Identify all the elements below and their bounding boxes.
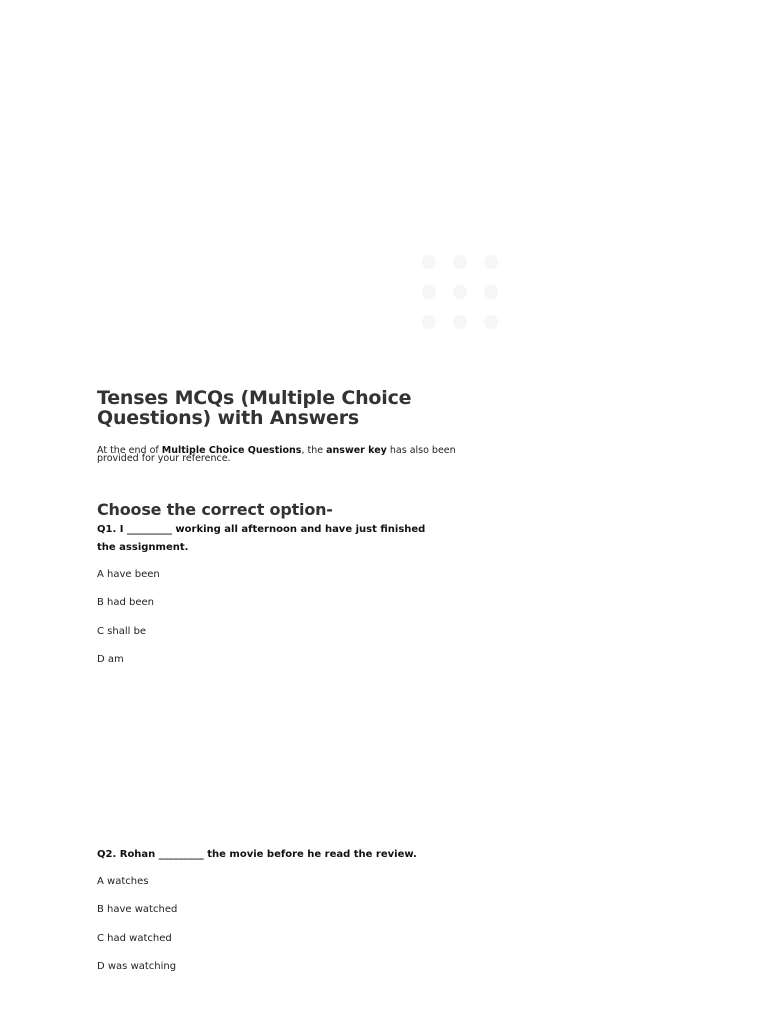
option-d: D was watching <box>97 960 177 972</box>
question-2-options <box>97 875 177 988</box>
option-c: C had watched <box>97 932 172 944</box>
option-a: A watches <box>97 876 149 887</box>
option-c: C shall be <box>97 625 147 637</box>
loader-dot <box>422 285 436 299</box>
section-heading: Choose the correct option- <box>97 500 333 519</box>
question-1-options <box>97 568 160 681</box>
intro-prefix: At the end of <box>97 445 162 456</box>
loader-dot <box>453 285 467 299</box>
intro-strong-answer-key: answer key <box>326 445 387 456</box>
loader-dot <box>484 255 498 269</box>
loader-dot <box>484 285 498 299</box>
intro-strong-mcq: Multiple Choice Questions <box>161 445 302 456</box>
article-header <box>97 388 462 520</box>
loader-dot <box>484 315 498 329</box>
intro-middle: , the <box>301 445 327 456</box>
loader-dot <box>422 255 436 269</box>
loader-dot <box>453 255 467 269</box>
option-d: D am <box>97 653 124 665</box>
loader-dot <box>422 315 436 329</box>
intro-paragraph <box>97 447 457 463</box>
option-a: A have been <box>97 569 160 580</box>
loading-dots-icon <box>422 255 498 327</box>
loader-dot <box>453 315 467 329</box>
option-b: B had been <box>97 597 155 609</box>
question-2: Q2. Rohan _________ the movie before he read the review. <box>97 849 417 860</box>
intro-suffix: has also been provided for your reference. <box>97 445 456 464</box>
question-1: Q1. I _________ working all afternoon and have just finished the assignment. <box>97 524 426 553</box>
option-b: B have watched <box>97 904 178 916</box>
page-title: Tenses MCQs (Multiple Choice Questions) with Answers <box>97 387 412 429</box>
